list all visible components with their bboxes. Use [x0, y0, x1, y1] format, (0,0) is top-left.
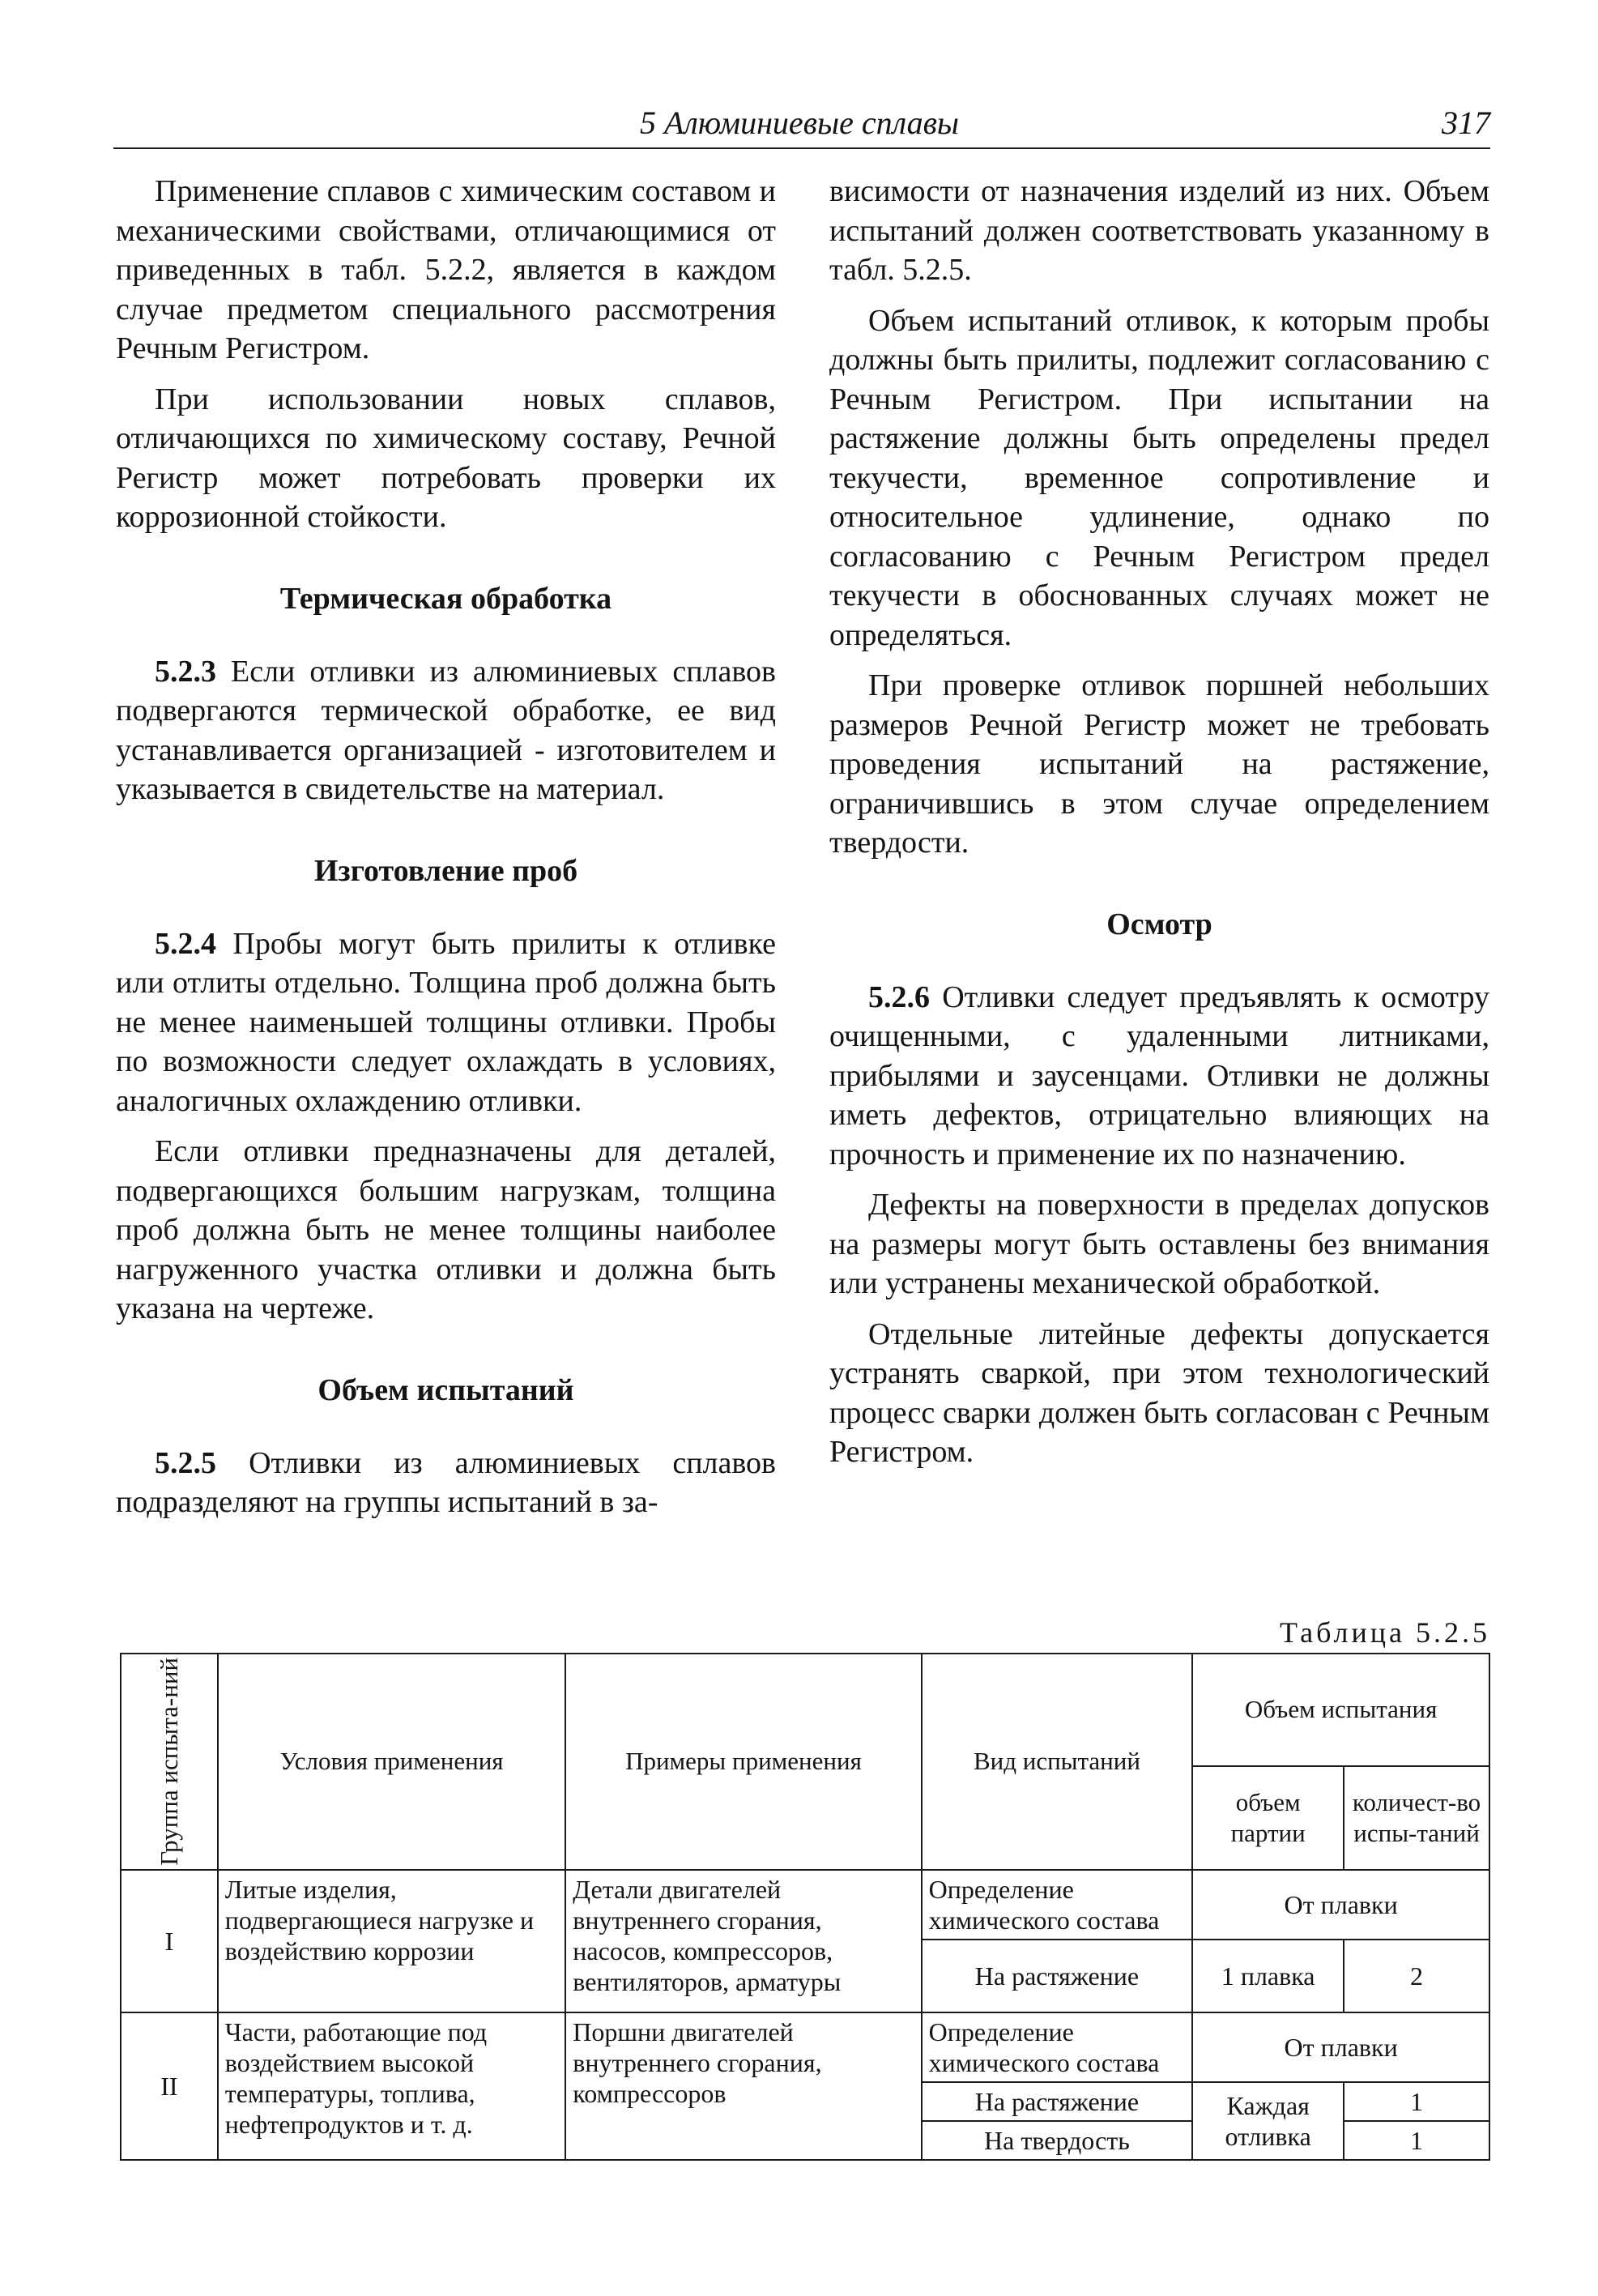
count-cell: 1	[1344, 2121, 1489, 2160]
table-header-row	[121, 1654, 1489, 1766]
header-count: количест-во испы-таний	[1344, 1766, 1489, 1870]
clause-text: Отливки из алюминиевых сплавов подразделяют на группы испытаний в за-	[116, 1445, 776, 1519]
paragraph: При проверке отливок поршней небольших размеров Речной Регистр может не требовать проведения испытаний на растяжение, ограничившись в этом случае определением твердости.	[829, 668, 1489, 860]
paragraph: Отдельные литейные дефекты допускается устранять сваркой, при этом технологический процесс сварки должен быть согласован с Речным Регистром.	[829, 1317, 1489, 1469]
section-heading-sample-making: Изготовление проб	[313, 853, 578, 888]
group-cell: I	[121, 1870, 218, 2012]
conditions-cell: Литые изделия, подвергающиеся нагрузке и воздействию коррозии	[218, 1870, 565, 2012]
paragraph: При использовании новых сплавов, отличающихся по химическому составу, Речной Регистр может потребовать проверки их коррозионной стойкости.	[116, 382, 776, 534]
paragraph-5-2-5	[116, 1444, 776, 1522]
test-type-cell: Определение химического состава	[922, 1870, 1193, 1940]
running-header	[113, 97, 1490, 149]
header-examples: Примеры применения	[565, 1654, 921, 1870]
header-volume: Объем испытания	[1192, 1654, 1489, 1766]
paragraph: висимости от назначения изделий из них. Объем испытаний должен соответствовать указанному в табл. 5.2.5.	[829, 174, 1489, 287]
paragraph-5-2-6	[829, 978, 1489, 1175]
count-cell: 2	[1344, 1940, 1489, 2012]
paragraph-5-2-4	[116, 924, 776, 1121]
paragraph-5-2-3	[116, 652, 776, 809]
paragraph: Дефекты на поверхности в пределах допусков на размеры могут быть оставлены без внимания или устранены механической обработкой.	[829, 1188, 1489, 1300]
batch-cell: Каждая отливка	[1192, 2082, 1344, 2160]
table-caption: Таблица 5.2.5	[1280, 1616, 1490, 1649]
clause-text: Пробы могут быть прилиты к отливке или отлиты отдельно. Толщина проб должна быть не менее наименьшей толщины отливки. Пробы по возможности следует охлаждать в условиях, аналогичных охлаждению отливки.	[116, 926, 776, 1118]
clause-text: Отливки следует предъявлять к осмотру очищенными, с удаленными литниками, прибылями и заусенцами. Отливки не должны иметь дефектов, отрицательно влияющих на прочность и применение их по назначению.	[829, 979, 1489, 1171]
paragraph: Если отливки предназначены для деталей, подвергающихся большим нагрузкам, толщина проб должна быть не менее толщины наиболее нагруженного участка отливки и должна быть указана на чертеже.	[116, 1134, 776, 1325]
header-batch: объем партии	[1192, 1766, 1344, 1870]
conditions-cell: Части, работающие под воздействием высокой температуры, топлива, нефтепродуктов и т. д.	[218, 2012, 565, 2160]
clause-number: 5.2.6	[868, 979, 930, 1014]
test-type-cell: На растяжение	[922, 2082, 1193, 2121]
clause-number: 5.2.5	[155, 1445, 216, 1480]
volume-cell: От плавки	[1192, 2012, 1489, 2082]
table-row	[121, 2012, 1489, 2082]
right-column	[829, 172, 1489, 1483]
group-cell: II	[121, 2012, 218, 2160]
table-row	[121, 1870, 1489, 1940]
running-title: 5 Алюминиевые сплавы	[640, 105, 960, 141]
section-heading-test-scope: Объем испытаний	[317, 1372, 574, 1407]
examples-cell: Поршни двигателей внутреннего сгорания, компрессоров	[565, 2012, 921, 2160]
clause-number: 5.2.3	[155, 654, 216, 689]
paragraph: Применение сплавов с химическим составом и механическими свойствами, отличающимися от приведенных в табл. 5.2.2, является в каждом случае предметом специального рассмотрения Речным Регистром.	[116, 174, 776, 365]
section-heading-inspection: Осмотр	[1106, 907, 1212, 941]
clause-text: Если отливки из алюминиевых сплавов подвергаются термической обработке, ее вид устанавливается организацией - изготовителем и указывается в свидетельстве на материал.	[116, 654, 776, 806]
batch-cell: 1 плавка	[1192, 1940, 1344, 2012]
examples-cell: Детали двигателей внутреннего сгорания, насосов, компрессоров, вентиляторов, арматуры	[565, 1870, 921, 2012]
header-group: Группа испыта-ний	[121, 1654, 218, 1870]
test-type-cell: На твердость	[922, 2121, 1193, 2160]
test-type-cell: На растяжение	[922, 1940, 1193, 2012]
clause-number: 5.2.4	[155, 926, 216, 961]
volume-cell: От плавки	[1192, 1870, 1489, 1940]
header-test-type: Вид испытаний	[922, 1654, 1193, 1870]
left-column	[116, 172, 776, 1534]
count-cell: 1	[1344, 2082, 1489, 2121]
paragraph: Объем испытаний отливок, к которым пробы должны быть прилиты, подлежит согласованию с Речным Регистром. При испытании на растяжение должны быть определены предел текучести, временное сопротивление и относительное удлинение, однако по согласованию с Речным Регистром предел текучести в обоснованных случаях может не определяться.	[829, 303, 1489, 652]
section-heading-heat-treatment: Термическая обработка	[279, 581, 612, 616]
page-number: 317	[1442, 105, 1490, 141]
test-scope-table	[120, 1653, 1490, 2161]
test-type-cell: Определение химического состава	[922, 2012, 1193, 2082]
header-conditions: Условия применения	[218, 1654, 565, 1870]
